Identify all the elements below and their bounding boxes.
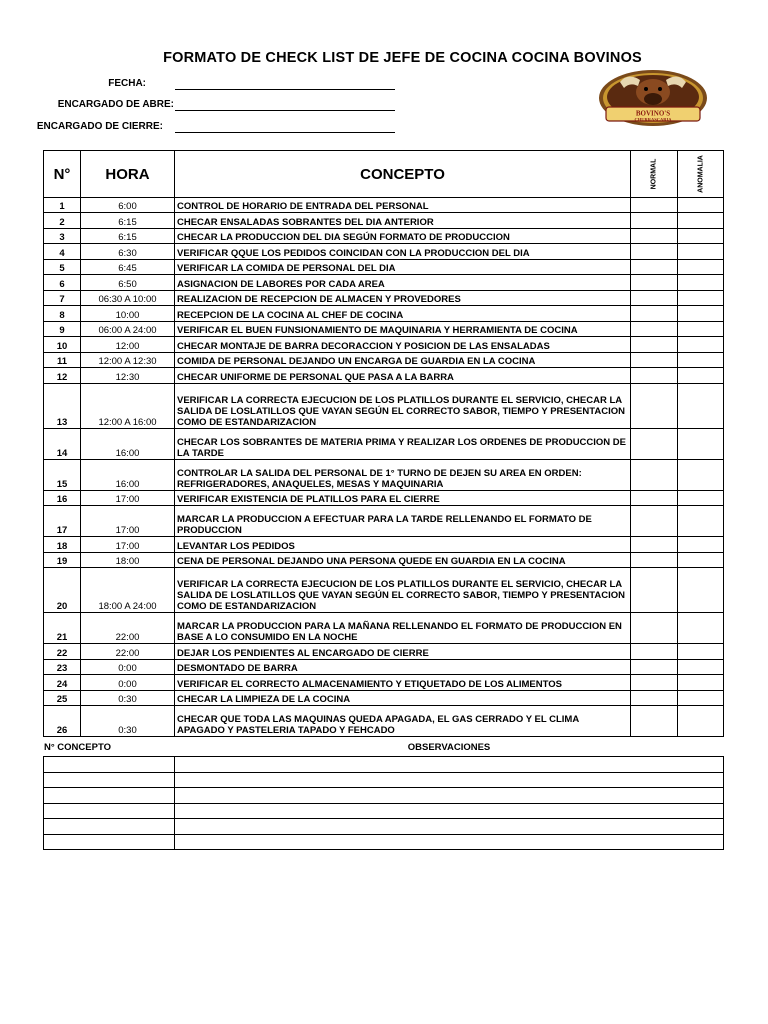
table-row bbox=[44, 537, 724, 553]
row-num: 13 bbox=[44, 383, 81, 428]
table-row bbox=[44, 568, 724, 613]
row-num: 7 bbox=[44, 290, 81, 306]
table-row bbox=[44, 368, 724, 384]
row-hora: 22:00 bbox=[81, 613, 175, 644]
row-concepto: VERIFICAR EL BUEN FUNSIONAMIENTO DE MAQUINARIA Y HERRAMIENTA DE COCINA bbox=[175, 321, 631, 337]
row-concepto: CHECAR QUE TODA LAS MAQUINAS QUEDA APAGADA, EL GAS CERRADO Y EL CLIMA APAGADO Y PASTELERIA TAPADO Y FEHCADO bbox=[175, 706, 631, 737]
row-hora: 6:50 bbox=[81, 275, 175, 291]
row-num: 14 bbox=[44, 428, 81, 459]
row-num: 20 bbox=[44, 568, 81, 613]
normal-checkbox[interactable] bbox=[631, 644, 678, 660]
anomalia-checkbox[interactable] bbox=[678, 568, 724, 613]
observation-row bbox=[44, 819, 724, 835]
normal-checkbox[interactable] bbox=[631, 506, 678, 537]
obs-num-cell[interactable] bbox=[44, 757, 175, 773]
obs-num-cell[interactable] bbox=[44, 788, 175, 804]
row-concepto: CHECAR LA PRODUCCION DEL DIA SEGÚN FORMATO DE PRODUCCION bbox=[175, 228, 631, 244]
anomalia-checkbox[interactable] bbox=[678, 275, 724, 291]
row-concepto: VERIFICAR EL CORRECTO ALMACENAMIENTO Y ETIQUETADO DE LOS ALIMENTOS bbox=[175, 675, 631, 691]
row-num: 24 bbox=[44, 675, 81, 691]
row-concepto: COMIDA DE PERSONAL DEJANDO UN ENCARGA DE GUARDIA EN LA COCINA bbox=[175, 352, 631, 368]
normal-checkbox[interactable] bbox=[631, 537, 678, 553]
obs-num-cell[interactable] bbox=[44, 834, 175, 850]
table-row bbox=[44, 552, 724, 568]
table-row bbox=[44, 337, 724, 353]
row-num: 8 bbox=[44, 306, 81, 322]
fecha-field[interactable] bbox=[175, 89, 395, 90]
obs-text-cell[interactable] bbox=[175, 819, 724, 835]
anomalia-checkbox[interactable] bbox=[678, 244, 724, 260]
row-hora: 0:30 bbox=[81, 706, 175, 737]
row-hora: 12:00 bbox=[81, 337, 175, 353]
encargado-abre-field[interactable] bbox=[175, 110, 395, 111]
normal-checkbox[interactable] bbox=[631, 706, 678, 737]
anomalia-checkbox[interactable] bbox=[678, 537, 724, 553]
table-row bbox=[44, 675, 724, 691]
row-num: 22 bbox=[44, 644, 81, 660]
table-row bbox=[44, 228, 724, 244]
svg-text:BOVINO'S: BOVINO'S bbox=[635, 109, 671, 118]
obs-text-cell[interactable] bbox=[175, 788, 724, 804]
col-header-num: N° bbox=[44, 151, 81, 198]
table-row bbox=[44, 706, 724, 737]
normal-checkbox[interactable] bbox=[631, 306, 678, 322]
row-concepto: VERIFICAR LA CORRECTA EJECUCION DE LOS PLATILLOS DURANTE EL SERVICIO, CHECAR LA SALIDA DE LOSLATILLOS QUE VAYAN SEGÚN EL CORRECTO SABOR, TIEMPO Y PRESENTACION COMO DE ESTANDARIZACION bbox=[175, 568, 631, 613]
normal-checkbox[interactable] bbox=[631, 337, 678, 353]
normal-checkbox[interactable] bbox=[631, 275, 678, 291]
row-concepto: VERIFICAR EXISTENCIA DE PLATILLOS PARA EL CIERRE bbox=[175, 490, 631, 506]
row-num: 25 bbox=[44, 690, 81, 706]
anomalia-checkbox[interactable] bbox=[678, 552, 724, 568]
row-hora: 17:00 bbox=[81, 490, 175, 506]
row-concepto: LEVANTAR LOS PEDIDOS bbox=[175, 537, 631, 553]
row-hora: 12:00 A 16:00 bbox=[81, 383, 175, 428]
checklist-table bbox=[43, 150, 724, 737]
observation-row bbox=[44, 772, 724, 788]
obs-num-cell[interactable] bbox=[44, 803, 175, 819]
row-num: 23 bbox=[44, 659, 81, 675]
row-concepto: CHECAR LA LIMPIEZA DE LA COCINA bbox=[175, 690, 631, 706]
normal-checkbox[interactable] bbox=[631, 459, 678, 490]
table-row bbox=[44, 306, 724, 322]
anomalia-checkbox[interactable] bbox=[678, 383, 724, 428]
normal-checkbox[interactable] bbox=[631, 690, 678, 706]
row-concepto: ASIGNACION DE LABORES POR CADA AREA bbox=[175, 275, 631, 291]
normal-checkbox[interactable] bbox=[631, 383, 678, 428]
normal-checkbox[interactable] bbox=[631, 228, 678, 244]
table-row bbox=[44, 690, 724, 706]
row-concepto: REALIZACION DE RECEPCION DE ALMACEN Y PROVEDORES bbox=[175, 290, 631, 306]
row-concepto: MARCAR LA PRODUCCION PARA LA MAÑANA RELLENANDO EL FORMATO DE PRODUCCION EN BASE A LO CONSUMIDO EN LA NOCHE bbox=[175, 613, 631, 644]
row-concepto: VERIFICAR LA COMIDA DE PERSONAL DEL DIA bbox=[175, 259, 631, 275]
obs-num-cell[interactable] bbox=[44, 772, 175, 788]
table-row bbox=[44, 198, 724, 213]
row-concepto: DESMONTADO DE BARRA bbox=[175, 659, 631, 675]
anomalia-checkbox[interactable] bbox=[678, 490, 724, 506]
row-concepto: VERIFICAR QQUE LOS PEDIDOS COINCIDAN CON LA PRODUCCION DEL DIA bbox=[175, 244, 631, 260]
row-num: 17 bbox=[44, 506, 81, 537]
row-num: 5 bbox=[44, 259, 81, 275]
table-row bbox=[44, 428, 724, 459]
encargado-abre-label: ENCARGADO DE ABRE: bbox=[57, 99, 174, 110]
normal-checkbox[interactable] bbox=[631, 244, 678, 260]
table-row bbox=[44, 275, 724, 291]
anomalia-checkbox[interactable] bbox=[678, 675, 724, 691]
table-row bbox=[44, 459, 724, 490]
row-concepto: CONTROLAR LA SALIDA DEL PERSONAL DE 1° TURNO DE DEJEN SU AREA EN ORDEN: REFRIGERADORES, ANAQUELES, MESAS Y MAQUINARIA bbox=[175, 459, 631, 490]
row-num: 10 bbox=[44, 337, 81, 353]
observation-row bbox=[44, 788, 724, 804]
row-hora: 06:30 A 10:00 bbox=[81, 290, 175, 306]
observation-row bbox=[44, 757, 724, 773]
anomalia-checkbox[interactable] bbox=[678, 321, 724, 337]
col-header-concepto: CONCEPTO bbox=[175, 151, 631, 198]
row-num: 3 bbox=[44, 228, 81, 244]
row-num: 19 bbox=[44, 552, 81, 568]
row-hora: 18:00 bbox=[81, 552, 175, 568]
anomalia-checkbox[interactable] bbox=[678, 352, 724, 368]
row-num: 1 bbox=[44, 198, 81, 213]
table-row bbox=[44, 352, 724, 368]
table-row bbox=[44, 506, 724, 537]
row-concepto: CHECAR ENSALADAS SOBRANTES DEL DIA ANTERIOR bbox=[175, 213, 631, 229]
encargado-cierre-label: ENCARGADO DE CIERRE: bbox=[36, 121, 163, 132]
row-concepto: CHECAR LOS SOBRANTES DE MATERIA PRIMA Y REALIZAR LOS ORDENES DE PRODUCCION DE LA TARDE bbox=[175, 428, 631, 459]
col-header-hora: HORA bbox=[81, 151, 175, 198]
normal-checkbox[interactable] bbox=[631, 321, 678, 337]
obs-num-cell[interactable] bbox=[44, 819, 175, 835]
normal-checkbox[interactable] bbox=[631, 368, 678, 384]
row-num: 6 bbox=[44, 275, 81, 291]
normal-checkbox[interactable] bbox=[631, 290, 678, 306]
row-concepto: CENA DE PERSONAL DEJANDO UNA PERSONA QUEDE EN GUARDIA EN LA COCINA bbox=[175, 552, 631, 568]
bovinos-logo bbox=[598, 68, 708, 128]
row-concepto: VERIFICAR LA CORRECTA EJECUCION DE LOS PLATILLOS DURANTE EL SERVICIO, CHECAR LA SALIDA DE LOSLATILLOS QUE VAYAN SEGÚN EL CORRECTO SABOR, TIEMPO Y PRESENTACION COMO DE ESTANDARIZACION bbox=[175, 383, 631, 428]
normal-checkbox[interactable] bbox=[631, 198, 678, 213]
row-hora: 6:00 bbox=[81, 198, 175, 213]
anomalia-checkbox[interactable] bbox=[678, 659, 724, 675]
row-num: 15 bbox=[44, 459, 81, 490]
anomalia-checkbox[interactable] bbox=[678, 368, 724, 384]
anomalia-checkbox[interactable] bbox=[678, 290, 724, 306]
row-hora: 17:00 bbox=[81, 537, 175, 553]
row-concepto: CHECAR MONTAJE DE BARRA DECORACCION Y POSICION DE LAS ENSALADAS bbox=[175, 337, 631, 353]
col-header-normal: NORMAL bbox=[631, 151, 678, 198]
table-row bbox=[44, 613, 724, 644]
row-num: 26 bbox=[44, 706, 81, 737]
obs-text-cell[interactable] bbox=[175, 834, 724, 850]
row-hora: 16:00 bbox=[81, 428, 175, 459]
row-hora: 10:00 bbox=[81, 306, 175, 322]
bull-head-icon bbox=[598, 68, 708, 128]
row-hora: 0:30 bbox=[81, 690, 175, 706]
row-num: 12 bbox=[44, 368, 81, 384]
row-hora: 6:15 bbox=[81, 228, 175, 244]
encargado-cierre-field[interactable] bbox=[175, 132, 395, 133]
row-concepto: DEJAR LOS PENDIENTES AL ENCARGADO DE CIERRE bbox=[175, 644, 631, 660]
table-row bbox=[44, 259, 724, 275]
row-hora: 12:00 A 12:30 bbox=[81, 352, 175, 368]
row-hora: 0:00 bbox=[81, 675, 175, 691]
col-header-anomalia: ANOMALIA bbox=[678, 151, 724, 198]
row-hora: 06:00 A 24:00 bbox=[81, 321, 175, 337]
anomalia-checkbox[interactable] bbox=[678, 213, 724, 229]
observations-table bbox=[43, 756, 724, 850]
obs-text-cell[interactable] bbox=[175, 803, 724, 819]
row-concepto: MARCAR LA PRODUCCION A EFECTUAR PARA LA TARDE RELLENANDO EL FORMATO DE PRODUCCION bbox=[175, 506, 631, 537]
row-num: 11 bbox=[44, 352, 81, 368]
row-concepto: CHECAR UNIFORME DE PERSONAL QUE PASA A LA BARRA bbox=[175, 368, 631, 384]
row-num: 2 bbox=[44, 213, 81, 229]
table-row bbox=[44, 644, 724, 660]
anomalia-checkbox[interactable] bbox=[678, 706, 724, 737]
obs-text-cell[interactable] bbox=[175, 757, 724, 773]
page-title: FORMATO DE CHECK LIST DE JEFE DE COCINA COCINA BOVINOS bbox=[163, 50, 642, 66]
row-concepto: CONTROL DE HORARIO DE ENTRADA DEL PERSONAL bbox=[175, 198, 631, 213]
table-row bbox=[44, 321, 724, 337]
obs-col-num-header: N° CONCEPTO bbox=[44, 742, 111, 753]
row-hora: 22:00 bbox=[81, 644, 175, 660]
row-num: 9 bbox=[44, 321, 81, 337]
row-hora: 6:15 bbox=[81, 213, 175, 229]
row-num: 4 bbox=[44, 244, 81, 260]
anomalia-checkbox[interactable] bbox=[678, 644, 724, 660]
normal-checkbox[interactable] bbox=[631, 659, 678, 675]
normal-checkbox[interactable] bbox=[631, 352, 678, 368]
table-row bbox=[44, 290, 724, 306]
anomalia-checkbox[interactable] bbox=[678, 198, 724, 213]
observation-row bbox=[44, 834, 724, 850]
anomalia-checkbox[interactable] bbox=[678, 259, 724, 275]
normal-checkbox[interactable] bbox=[631, 675, 678, 691]
normal-checkbox[interactable] bbox=[631, 213, 678, 229]
anomalia-checkbox[interactable] bbox=[678, 428, 724, 459]
obs-text-cell[interactable] bbox=[175, 772, 724, 788]
row-hora: 12:30 bbox=[81, 368, 175, 384]
anomalia-checkbox[interactable] bbox=[678, 690, 724, 706]
fecha-label: FECHA: bbox=[108, 78, 146, 89]
normal-checkbox[interactable] bbox=[631, 552, 678, 568]
table-row bbox=[44, 244, 724, 260]
row-num: 16 bbox=[44, 490, 81, 506]
row-concepto: RECEPCION DE LA COCINA AL CHEF DE COCINA bbox=[175, 306, 631, 322]
anomalia-checkbox[interactable] bbox=[678, 506, 724, 537]
anomalia-checkbox[interactable] bbox=[678, 337, 724, 353]
row-hora: 6:45 bbox=[81, 259, 175, 275]
svg-text:CHURRASCARIA: CHURRASCARIA bbox=[634, 117, 672, 122]
table-row bbox=[44, 383, 724, 428]
normal-checkbox[interactable] bbox=[631, 613, 678, 644]
row-num: 21 bbox=[44, 613, 81, 644]
row-num: 18 bbox=[44, 537, 81, 553]
anomalia-checkbox[interactable] bbox=[678, 613, 724, 644]
table-row bbox=[44, 490, 724, 506]
checklist-body bbox=[44, 198, 724, 737]
anomalia-checkbox[interactable] bbox=[678, 459, 724, 490]
normal-checkbox[interactable] bbox=[631, 490, 678, 506]
row-hora: 18:00 A 24:00 bbox=[81, 568, 175, 613]
observation-row bbox=[44, 803, 724, 819]
anomalia-checkbox[interactable] bbox=[678, 306, 724, 322]
normal-checkbox[interactable] bbox=[631, 428, 678, 459]
anomalia-checkbox[interactable] bbox=[678, 228, 724, 244]
obs-col-obs-header: OBSERVACIONES bbox=[407, 742, 491, 753]
row-hora: 17:00 bbox=[81, 506, 175, 537]
normal-checkbox[interactable] bbox=[631, 568, 678, 613]
table-row bbox=[44, 659, 724, 675]
normal-checkbox[interactable] bbox=[631, 259, 678, 275]
table-row bbox=[44, 213, 724, 229]
row-hora: 16:00 bbox=[81, 459, 175, 490]
row-hora: 0:00 bbox=[81, 659, 175, 675]
row-hora: 6:30 bbox=[81, 244, 175, 260]
